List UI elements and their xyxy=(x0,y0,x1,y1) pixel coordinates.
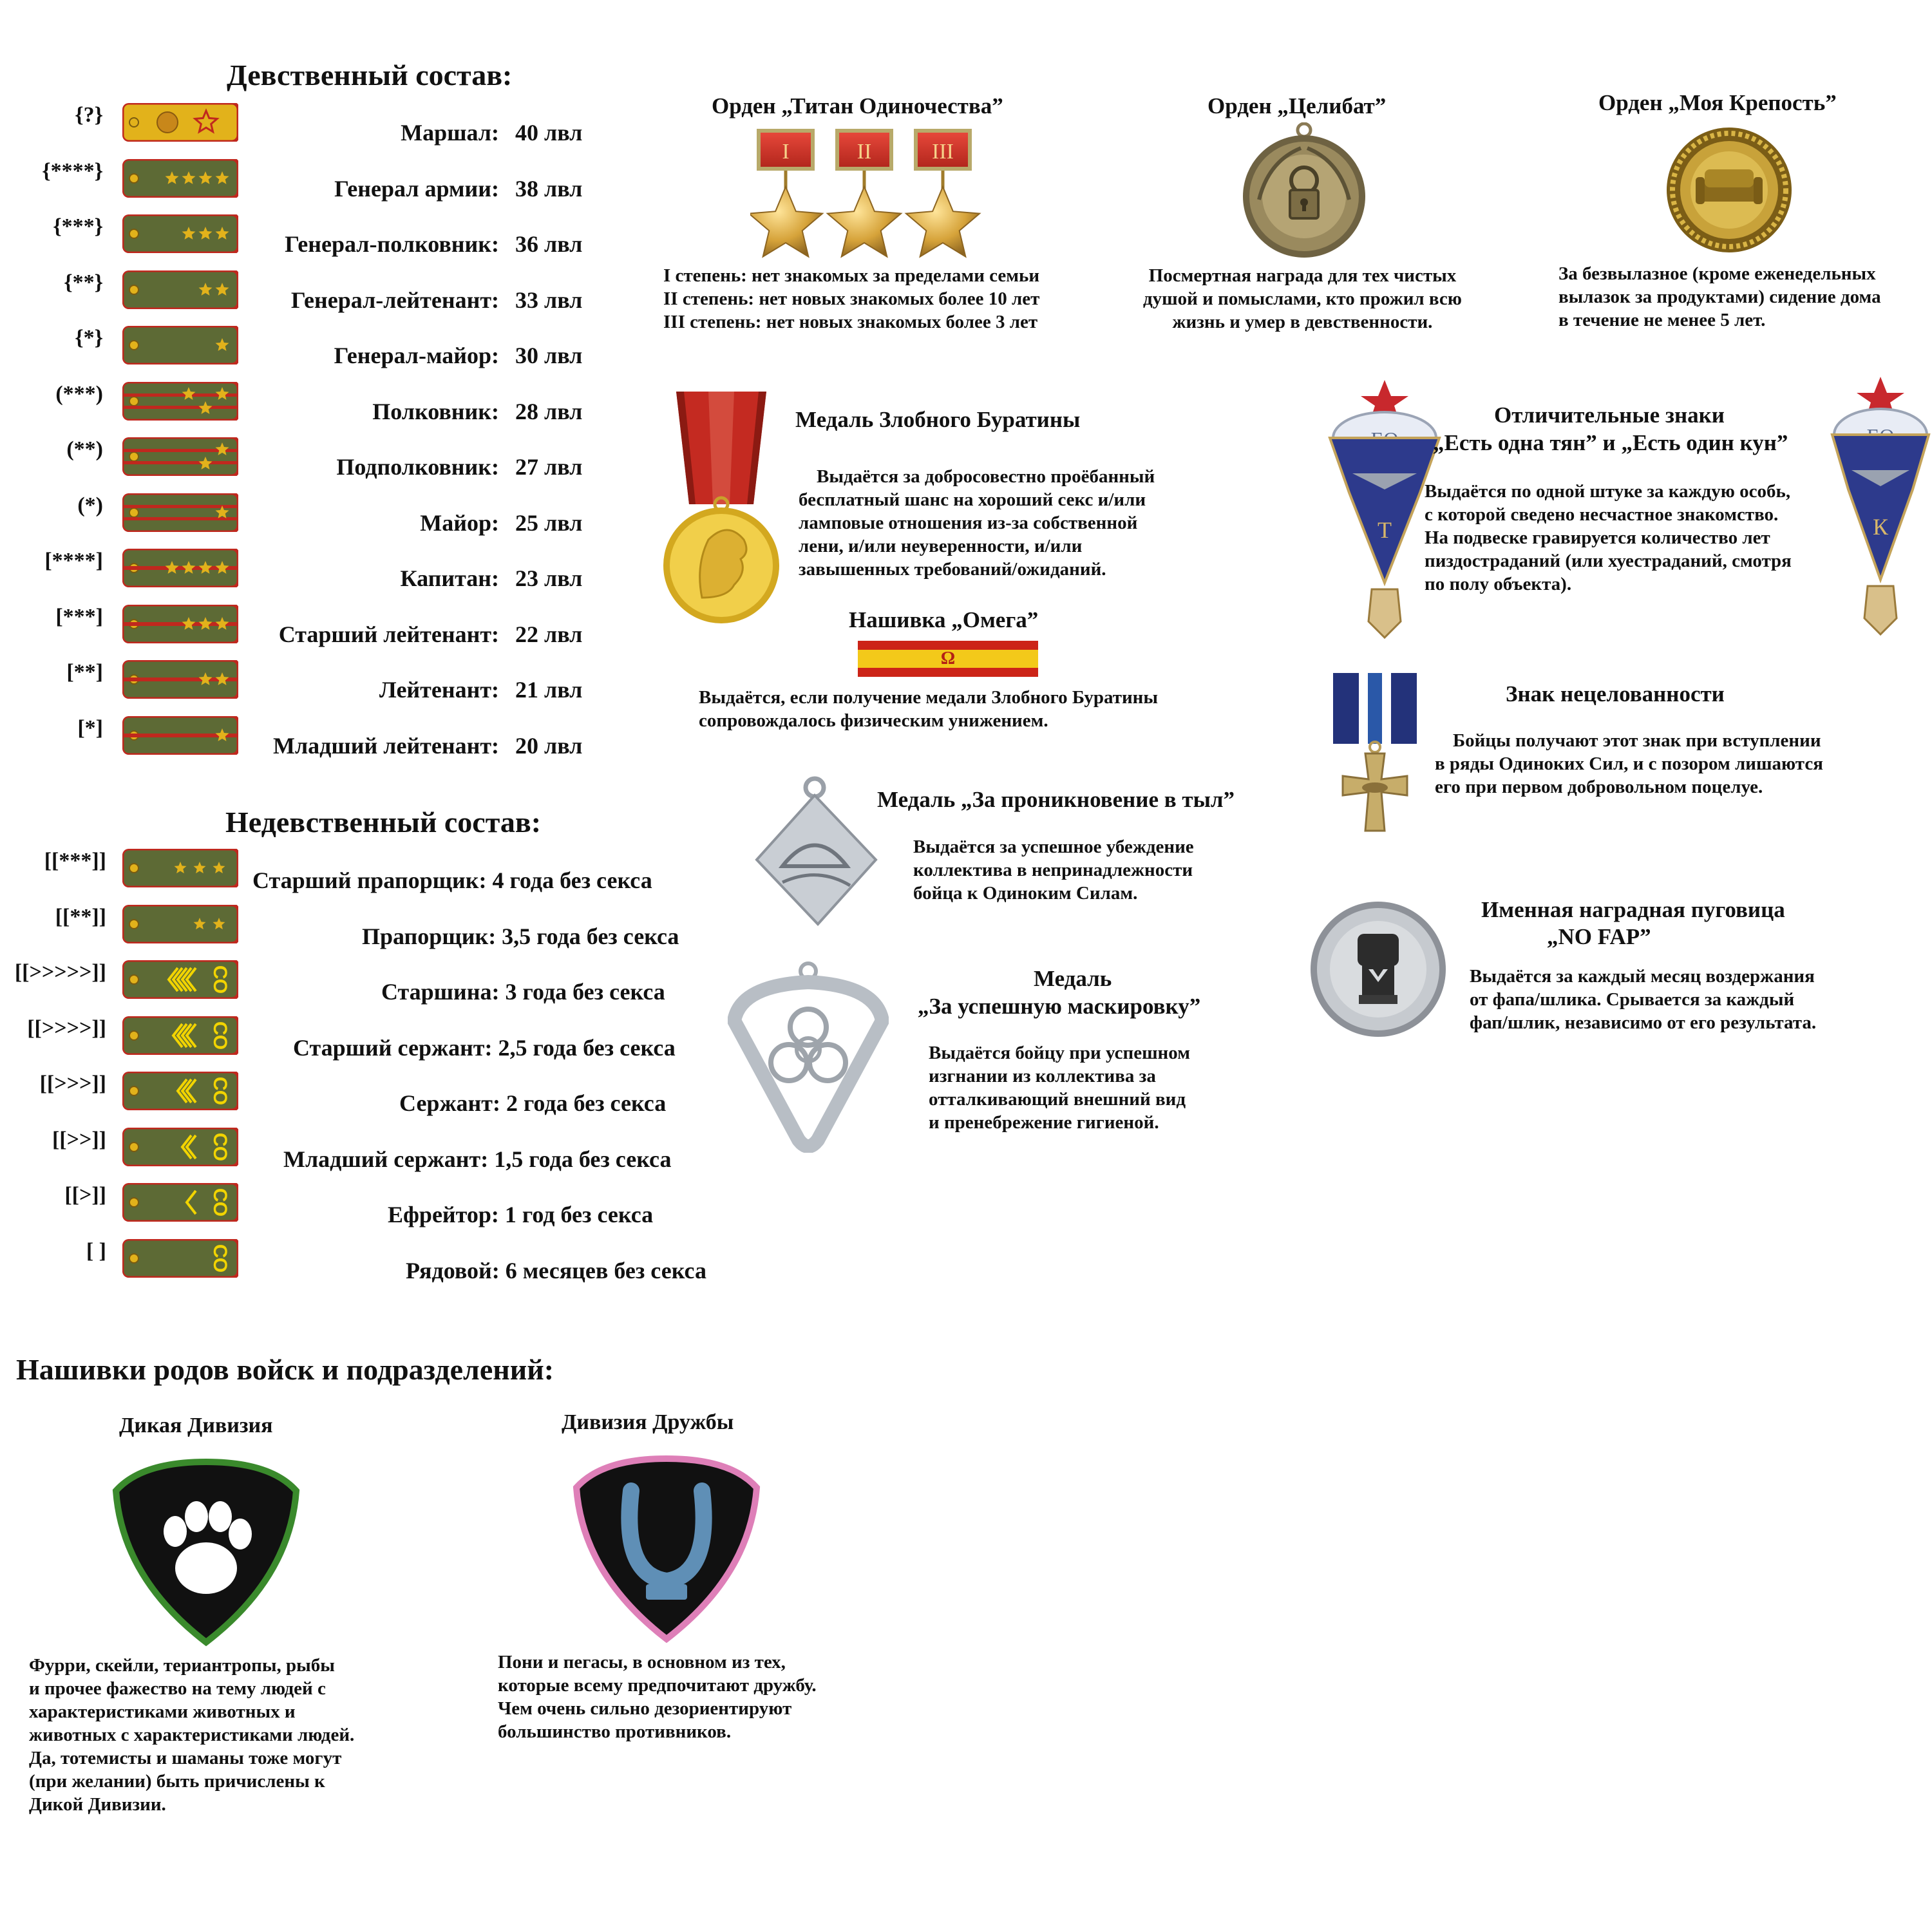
nofap-button-title-1: Именная наградная пуговица xyxy=(1481,897,1785,922)
enlisted-rank-code: [[>>]] xyxy=(52,1127,106,1151)
celibacy-medal-image xyxy=(1240,122,1368,267)
wild-division-title: Дикая Дивизия xyxy=(119,1414,273,1437)
enlisted-rank-name: Ефрейтор: 1 год без секса xyxy=(388,1202,654,1227)
officer-rank-name: Полковник: xyxy=(372,398,499,424)
svg-text:СО: СО xyxy=(209,965,231,994)
svg-text:СО: СО xyxy=(209,1188,231,1217)
enlisted-shoulder-strap xyxy=(122,1239,238,1278)
buratino-medal-title: Медаль Злобного Буратины xyxy=(795,407,1081,432)
fortress-order-image xyxy=(1665,126,1794,258)
enlisted-shoulder-strap xyxy=(122,1016,238,1055)
enlisted-shoulder-strap xyxy=(122,1183,238,1222)
kun-badge-image xyxy=(1829,374,1932,641)
enlisted-rank-name: Старшина: 3 года без секса xyxy=(381,979,665,1005)
camouflage-medal-text: Выдаётся бойцу при успешном изгнании из коллектива за отталкивающий внешний вид и пренебрежение гигиеной. xyxy=(929,1043,1190,1133)
officer-shoulder-strap xyxy=(122,214,238,253)
enlisted-rank-code: [[>>>>]] xyxy=(27,1016,106,1040)
officer-rank-name: Капитан: xyxy=(400,565,499,591)
omega-patch-text: Выдаётся, если получение медали Злобного Буратины сопровождалось физическим унижением. xyxy=(699,687,1159,731)
officer-rank-level: 33 лвл xyxy=(515,287,583,313)
unkissed-badge-image xyxy=(1330,673,1420,837)
wild-division-patch xyxy=(109,1455,303,1652)
enlisted-title: Недевственный состав: xyxy=(225,806,542,838)
penetration-medal-text: Выдаётся за успешное убеждение коллектива в непринадлежности бойца к Одиноким Силам. xyxy=(913,837,1194,904)
officer-rank-name: Лейтенант: xyxy=(379,677,499,703)
nofap-button-text: Выдаётся за каждый месяц воздержания от фапа/шлика. Срывается за каждый фап/шлик, независимо от его результата. xyxy=(1470,966,1817,1033)
officer-rank-level: 20 лвл xyxy=(515,732,583,759)
officer-rank-level: 28 лвл xyxy=(515,398,583,424)
officer-shoulder-strap xyxy=(122,716,238,755)
svg-text:СО: СО xyxy=(209,1021,231,1050)
celibacy-order-title: Орден „Целибат” xyxy=(1208,93,1387,118)
fortress-order-title: Орден „Моя Крепость” xyxy=(1598,90,1837,115)
officer-rank-level: 27 лвл xyxy=(515,454,583,480)
titan-order-text: I степень: нет знакомых за пределами семьи II степень: нет новых знакомых более 10 лет III степень: нет новых знакомых более 3 лет xyxy=(663,265,1040,332)
enlisted-shoulder-strap xyxy=(122,1072,238,1110)
enlisted-rank-name: Младший сержант: 1,5 года без секса xyxy=(283,1146,672,1172)
officer-rank-code: [*] xyxy=(77,715,103,740)
svg-text:СО: СО xyxy=(209,1132,231,1161)
enlisted-shoulder-strap xyxy=(122,960,238,999)
camouflage-medal-image xyxy=(728,960,889,1156)
officer-rank-name: Генерал-майор: xyxy=(334,343,499,368)
penetration-medal-title: Медаль „За проникновение в тыл” xyxy=(877,787,1235,812)
officer-rank-code: (**) xyxy=(66,437,103,461)
enlisted-shoulder-strap xyxy=(122,905,238,943)
officer-rank-code: [**] xyxy=(66,660,103,684)
officer-rank-level: 25 лвл xyxy=(515,509,583,536)
officer-rank-code: {***} xyxy=(53,214,103,238)
titan-order-title: Орден „Титан Одиночества” xyxy=(712,93,1003,118)
officer-shoulder-strap xyxy=(122,437,238,476)
officer-rank-name: Генерал-лейтенант: xyxy=(290,287,499,313)
enlisted-rank-name: Прапорщик: 3,5 года без секса xyxy=(362,923,679,949)
enlisted-rank-code: [[**]] xyxy=(55,904,106,929)
unkissed-badge-text: Бойцы получают этот знак при вступлении в ряды Одиноких Сил, и с позором лишаются его при первом добровольном поцелуе. xyxy=(1435,730,1823,797)
titan-order-image xyxy=(750,129,995,270)
officer-shoulder-strap xyxy=(122,549,238,587)
officer-shoulder-strap xyxy=(122,605,238,643)
enlisted-rank-code: [ ] xyxy=(86,1238,106,1263)
enlisted-rank-code: [[>>>>>]] xyxy=(14,960,106,984)
officer-rank-level: 38 лвл xyxy=(515,175,583,202)
enlisted-rank-code: [[>>>]] xyxy=(39,1072,106,1095)
tyan-badge-letter: Т xyxy=(1378,517,1392,543)
officer-rank-name: Маршал: xyxy=(401,120,499,146)
svg-text:СО: СО xyxy=(209,1244,231,1273)
officer-rank-name: Генерал армии: xyxy=(334,175,499,202)
enlisted-shoulder-strap xyxy=(122,1128,238,1166)
nofap-button-title-2: „NO FAP” xyxy=(1547,924,1651,949)
wild-division-text: Фурри, скейли, териантропы, рыбы и прочее фажество на тему людей с характеристиками животных и животных с характеристиками людей. Да, тотемисты и шаманы тоже могут (при желании) быть причислены к Дикой Дивизии. xyxy=(29,1655,355,1815)
officer-shoulder-strap xyxy=(122,270,238,309)
friendship-division-title: Дивизия Дружбы xyxy=(562,1410,734,1434)
titan-order-degree-label: II xyxy=(857,140,872,164)
titan-order-degree-label: I xyxy=(782,140,790,164)
camouflage-medal-title-2: „За успешную маскировку” xyxy=(918,994,1201,1019)
titan-order-degree xyxy=(750,129,822,257)
officer-rank-name: Старший лейтенант: xyxy=(278,621,499,647)
officer-rank-level: 23 лвл xyxy=(515,565,583,591)
officer-shoulder-strap xyxy=(122,382,238,421)
officer-rank-name: Майор: xyxy=(420,509,499,536)
enlisted-shoulder-strap xyxy=(122,849,238,887)
nofap-button-image xyxy=(1307,898,1449,1043)
penetration-medal-image xyxy=(753,770,882,934)
officer-rank-code: (***) xyxy=(55,381,103,406)
buratino-medal-image xyxy=(657,392,786,633)
officer-rank-code: {**} xyxy=(64,270,103,294)
officer-rank-code: {*} xyxy=(75,326,103,350)
officer-rank-level: 21 лвл xyxy=(515,677,583,703)
officer-rank-level: 22 лвл xyxy=(515,621,583,647)
omega-patch-image xyxy=(858,641,1038,677)
divisions-title: Нашивки родов войск и подразделений: xyxy=(16,1353,554,1386)
officer-rank-name: Младший лейтенант: xyxy=(273,732,499,759)
svg-text:СО: СО xyxy=(209,1076,231,1106)
enlisted-rank-name: Сержант: 2 года без секса xyxy=(399,1090,667,1116)
officer-rank-level: 36 лвл xyxy=(515,231,583,257)
titan-order-degree xyxy=(828,129,901,257)
officers-title: Девственный состав: xyxy=(227,59,513,91)
friendship-division-patch xyxy=(570,1452,763,1649)
celibacy-order-text: Посмертная награда для тех чистых душой и помыслами, кто прожил всю жизнь и умер в девственности. xyxy=(1143,265,1462,332)
omega-patch-title: Нашивка „Омега” xyxy=(849,607,1039,632)
officer-shoulder-strap xyxy=(122,493,238,532)
officer-shoulder-strap xyxy=(122,660,238,699)
distinct-badges-title-1: Отличительные знаки xyxy=(1494,402,1725,428)
omega-symbol: Ω xyxy=(940,649,956,668)
fortress-order-text: За безвылазное (кроме еженедельных вылазок за продуктами) сидение дома в течение не менее 5 лет. xyxy=(1558,263,1881,330)
unkissed-badge-title: Знак нецелованности xyxy=(1506,681,1725,706)
friendship-division-text: Пони и пегасы, в основном из тех, которые всему предпочитают дружбу. Чем очень сильно дезориентируют большинство противников. xyxy=(498,1652,817,1742)
officer-rank-code: [***] xyxy=(55,604,103,629)
officer-rank-code: {****} xyxy=(42,158,103,183)
officer-shoulder-strap xyxy=(122,103,238,142)
officer-rank-code: {?} xyxy=(75,103,103,127)
officer-rank-name: Подполковник: xyxy=(336,454,499,480)
distinct-badges-text: Выдаётся по одной штуке за каждую особь, с которой сведено несчастное знакомство. На подвеске гравируется количество лет пиздостраданий (или хуестраданий, смотря по полу объекта). xyxy=(1425,481,1792,594)
officer-shoulder-strap xyxy=(122,159,238,198)
officer-rank-level: 40 лвл xyxy=(515,120,583,146)
officer-rank-code: (*) xyxy=(77,493,103,517)
enlisted-rank-code: [[***]] xyxy=(44,849,106,873)
enlisted-rank-name: Старший прапорщик: 4 года без секса xyxy=(252,867,652,893)
buratino-medal-text: Выдаётся за добросовестно проёбанный бесплатный шанс на хороший секс и/или ламповые отношения из-за собственной лени, и/или неуверенности, и/или завышенных требований/ожиданий. xyxy=(799,466,1155,580)
kun-badge-letter: К xyxy=(1872,514,1889,540)
officer-rank-name: Генерал-полковник: xyxy=(285,231,499,257)
officer-shoulder-strap xyxy=(122,326,238,365)
camouflage-medal-title-1: Медаль xyxy=(1034,966,1112,991)
enlisted-rank-code: [[>]] xyxy=(64,1183,106,1207)
distinct-badges-title-2: „Есть одна тян” и „Есть один кун” xyxy=(1433,430,1788,455)
officer-rank-level: 30 лвл xyxy=(515,343,583,368)
officer-rank-code: [****] xyxy=(44,549,103,573)
titan-order-degree-label: III xyxy=(932,140,954,164)
enlisted-rank-name: Старший сержант: 2,5 года без секса xyxy=(293,1034,676,1061)
titan-order-degree xyxy=(906,129,980,257)
enlisted-rank-name: Рядовой: 6 месяцев без секса xyxy=(406,1257,706,1283)
